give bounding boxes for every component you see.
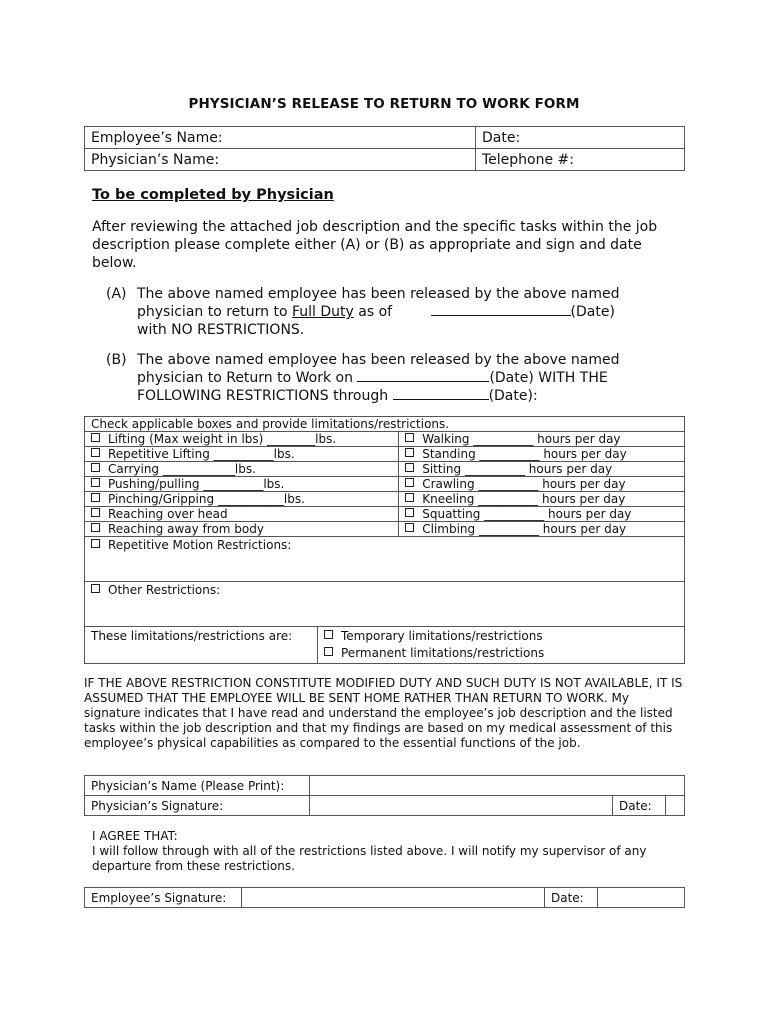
intro-paragraph: After reviewing the attached job description and the specific tasks within the job description please complete either (A) or (B) as appropriate and sign and date below. [92, 219, 658, 271]
date-label: Date: [482, 129, 521, 146]
restriction-repetitive-lifting[interactable] [85, 447, 399, 462]
physician-print-name-field[interactable] [310, 776, 685, 796]
permanent-option[interactable] [324, 645, 678, 662]
checkbox[interactable] [324, 647, 333, 656]
section-heading: To be completed by Physician [92, 187, 334, 203]
employee-signature-field[interactable] [242, 888, 545, 908]
option-b-text-1: The above named employee has been released by the above named physician to Return to Work on [137, 352, 620, 386]
employee-date-field[interactable] [598, 888, 685, 908]
checkbox[interactable] [405, 523, 414, 532]
option-a-text-2: as of [353, 304, 393, 320]
option-a-date-suffix: (Date) [570, 304, 615, 320]
restriction-pushing[interactable] [85, 477, 399, 492]
option-b-date-blank-2[interactable] [393, 387, 489, 400]
physician-date-label: Date: [613, 796, 666, 816]
option-b-text [137, 351, 677, 405]
employee-name-label: Employee’s Name: [91, 129, 223, 146]
employee-signature-label: Employee’s Signature: [85, 888, 242, 908]
restriction-squatting[interactable] [399, 507, 685, 522]
restriction-label: Carrying ____________lbs. [108, 462, 256, 476]
date-field[interactable] [476, 127, 685, 149]
restriction-label: Kneeling __________ hours per day [422, 492, 626, 506]
limitations-type-label: These limitations/restrictions are: [85, 627, 318, 664]
restriction-crawling[interactable] [399, 477, 685, 492]
notice-paragraph: IF THE ABOVE RESTRICTION CONSTITUTE MODIFIED DUTY AND SUCH DUTY IS NOT AVAILABLE, IT IS ASSUMED THAT THE EMPLOYEE WILL BE SENT HOME RATHER THAN RETURN TO WORK. My signature indicates that I have read and understand the employee’s job description and the listed tasks within the job description and that my findings are based on my medical assessment of this employee’s physical capabilities as compared to the essential functions of the job. [84, 676, 683, 750]
checkbox[interactable] [405, 493, 414, 502]
checkbox[interactable] [405, 463, 414, 472]
restriction-sitting[interactable] [399, 462, 685, 477]
restriction-label: Sitting __________ hours per day [422, 462, 613, 476]
restriction-label: Repetitive Lifting __________lbs. [108, 447, 295, 461]
permanent-label: Permanent limitations/restrictions [341, 646, 545, 660]
repetitive-motion-label: Repetitive Motion Restrictions: [108, 538, 292, 552]
restriction-lifting[interactable] [85, 432, 399, 447]
checkbox[interactable] [405, 448, 414, 457]
option-a-text-1: The above named employee has been released by the above named physician to return to [137, 286, 620, 320]
repetitive-motion-field[interactable] [85, 537, 685, 582]
option-b-lead: (B) [106, 352, 127, 368]
temporary-label: Temporary limitations/restrictions [341, 629, 543, 643]
physician-name-field[interactable] [85, 149, 476, 171]
employee-physician-table [84, 126, 685, 171]
physician-print-name-label: Physician’s Name (Please Print): [85, 776, 310, 796]
option-b-date-suffix-2: (Date): [488, 388, 538, 404]
physician-date-field[interactable] [666, 796, 685, 816]
temporary-option[interactable] [324, 628, 678, 645]
restrictions-table [84, 416, 685, 664]
agreement-heading: I AGREE THAT: [92, 829, 178, 843]
option-b-date-suffix-1: (Date) WITH THE [489, 370, 608, 386]
physician-signature-table [84, 775, 685, 816]
option-b-date-blank-1[interactable] [357, 369, 489, 382]
checkbox[interactable] [405, 478, 414, 487]
option-b-text-2: FOLLOWING RESTRICTIONS through [137, 388, 389, 404]
agreement-section [92, 829, 682, 874]
option-a-text [137, 285, 677, 339]
checkbox[interactable] [405, 508, 414, 517]
restriction-label: Climbing __________ hours per day [422, 522, 627, 536]
employee-name-field[interactable] [85, 127, 476, 149]
limitations-type-options [318, 627, 685, 664]
option-a-lead: (A) [106, 286, 127, 302]
option-a-text-3: with NO RESTRICTIONS. [137, 322, 305, 338]
employee-signature-table [84, 887, 685, 908]
restriction-label: Lifting (Max weight in lbs) ________lbs. [108, 432, 337, 446]
restrictions-header: Check applicable boxes and provide limitations/restrictions. [85, 417, 685, 432]
checkbox[interactable] [91, 448, 100, 457]
checkbox[interactable] [91, 508, 100, 517]
checkbox[interactable] [91, 523, 100, 532]
checkbox[interactable] [91, 433, 100, 442]
physician-signature-label: Physician’s Signature: [85, 796, 310, 816]
restriction-climbing[interactable] [399, 522, 685, 537]
restriction-reaching-overhead[interactable] [85, 507, 399, 522]
option-a-date-blank[interactable] [431, 303, 571, 316]
restriction-label: Pinching/Gripping ___________lbs. [108, 492, 305, 506]
checkbox[interactable] [91, 493, 100, 502]
restriction-pinching[interactable] [85, 492, 399, 507]
restriction-label: Standing __________ hours per day [422, 447, 627, 461]
physician-name-label: Physician’s Name: [91, 151, 220, 168]
checkbox[interactable] [405, 433, 414, 442]
restriction-carrying[interactable] [85, 462, 399, 477]
restriction-label: Reaching over head [108, 507, 228, 521]
form-title: PHYSICIAN’S RELEASE TO RETURN TO WORK FORM [188, 96, 580, 112]
employee-date-label: Date: [545, 888, 598, 908]
restriction-label: Squatting __________ hours per day [422, 507, 632, 521]
restriction-standing[interactable] [399, 447, 685, 462]
restriction-label: Crawling __________ hours per day [422, 477, 626, 491]
checkbox[interactable] [91, 463, 100, 472]
physician-signature-field[interactable] [310, 796, 613, 816]
checkbox[interactable] [91, 539, 100, 548]
telephone-label: Telephone #: [482, 151, 574, 168]
other-restrictions-field[interactable] [85, 582, 685, 627]
other-restrictions-label: Other Restrictions: [108, 583, 221, 597]
restriction-label: Reaching away from body [108, 522, 264, 536]
restriction-kneeling[interactable] [399, 492, 685, 507]
restriction-reaching-away[interactable] [85, 522, 399, 537]
agreement-text: I will follow through with all of the restrictions listed above. I will notify my supervisor of any departure from these restrictions. [92, 844, 647, 873]
restriction-label: Walking __________ hours per day [422, 432, 621, 446]
checkbox[interactable] [91, 584, 100, 593]
restriction-label: Pushing/pulling __________lbs. [108, 477, 285, 491]
checkbox[interactable] [91, 478, 100, 487]
full-duty-text: Full Duty [291, 304, 354, 320]
telephone-field[interactable] [476, 149, 685, 171]
checkbox[interactable] [324, 630, 333, 639]
restriction-walking[interactable] [399, 432, 685, 447]
